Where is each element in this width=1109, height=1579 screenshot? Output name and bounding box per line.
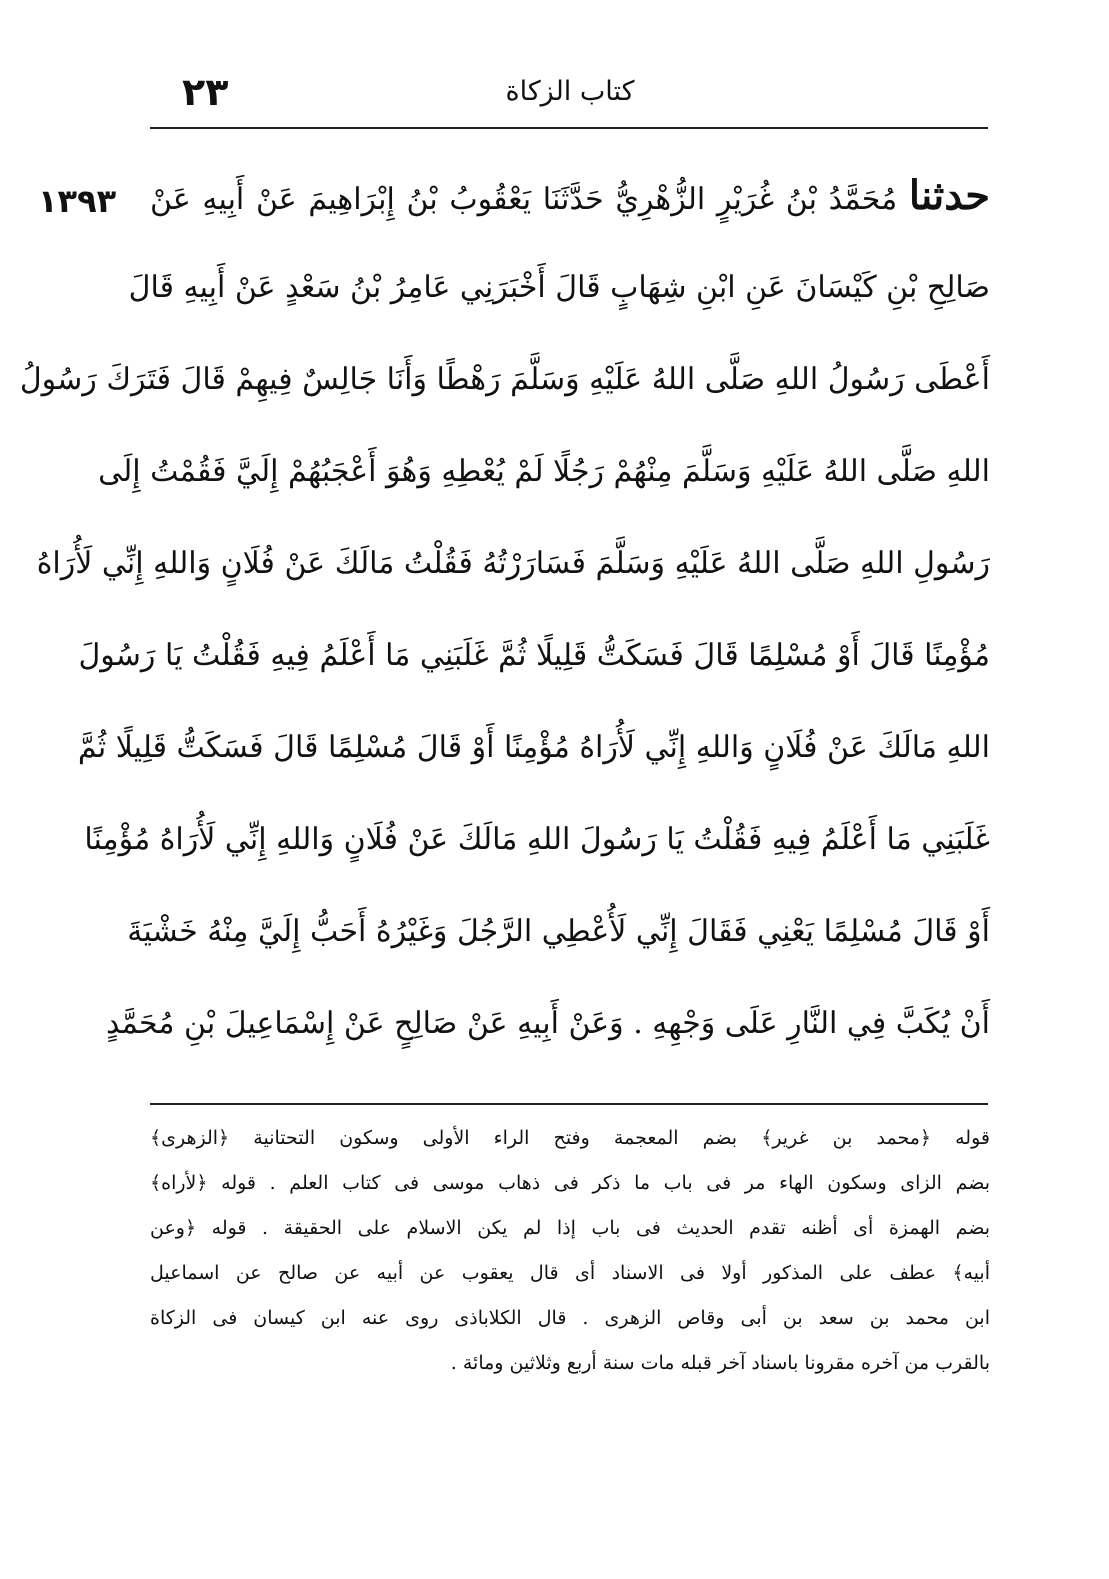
text-line-2: صَالِحِ بْنِ كَيْسَانَ عَنِ ابْنِ شِهَابٍ قَالَ أَخْبَرَنِي عَامِرُ بْنُ سَعْدٍ عَنْ أَبِيهِ قَالَ	[128, 270, 990, 305]
book-title: كتاب الزكاة	[505, 76, 635, 107]
text-line-10: أَنْ يُكَبَّ فِي النَّارِ عَلَى وَجْهِهِ . وَعَنْ أَبِيهِ عَنْ صَالِحٍ عَنْ إِسْمَاعِيلَ بْنِ مُحَمَّدٍ	[105, 1006, 990, 1041]
footnote-line-4: أبيه﴾ عطف على المذكور أولا فى الاسناد أى قال يعقوب عن أبيه عن صالح عن اسماعيل	[150, 1262, 990, 1284]
header-divider	[150, 127, 988, 129]
opening-word: حدثنا	[908, 172, 990, 219]
commentary-footnote	[150, 1116, 990, 1386]
page-header	[150, 66, 990, 126]
text-line-8: غَلَبَنِي مَا أَعْلَمُ فِيهِ فَقُلْتُ يَا رَسُولَ اللهِ مَالَكَ عَنْ فُلَانٍ وَاللهِ إِنِّي لَأُرَاهُ مُؤْمِنًا	[84, 822, 990, 857]
text-line-4: اللهِ صَلَّى اللهُ عَلَيْهِ وَسَلَّمَ مِنْهُمْ رَجُلًا لَمْ يُعْطِهِ وَهُوَ أَعْجَبُهُمْ إِلَيَّ فَقُمْتُ إِلَى	[98, 454, 990, 489]
footnote-line-5: ابن محمد بن سعد بن أبى وقاص الزهرى . قال الكلاباذى روى عنه ابن كيسان فى الزكاة	[150, 1307, 990, 1329]
footnote-line-2: بضم الزاى وسكون الهاء مر فى باب ما ذكر فى ذهاب موسى فى كتاب العلم . قوله ﴿لأراه﴾	[150, 1172, 990, 1194]
footnote-line-3: بضم الهمزة أى أظنه تقدم الحديث فى باب إذا لم يكن الاسلام على الحقيقة . قوله ﴿وعن	[150, 1217, 990, 1239]
footnote-line-6: بالقرب من آخره مقرونا باسناد آخر قبله مات سنة أربع وثلاثين ومائة .	[450, 1352, 990, 1374]
text-line-9: أَوْ قَالَ مُسْلِمًا يَعْنِي فَقَالَ إِنِّي لَأُعْطِي الرَّجُلَ وَغَيْرُهُ أَحَبُّ إِلَيَّ مِنْهُ خَشْيَةَ	[127, 914, 990, 949]
text-line-7: اللهِ مَالَكَ عَنْ فُلَانٍ وَاللهِ إِنِّي لَأُرَاهُ مُؤْمِنًا أَوْ قَالَ مُسْلِمًا قَالَ فَسَكَتُّ قَلِيلًا ثُمَّ	[77, 730, 990, 765]
text-line-6: مُؤْمِنًا قَالَ أَوْ مُسْلِمًا قَالَ فَسَكَتُّ قَلِيلًا ثُمَّ غَلَبَنِي مَا أَعْلَمُ فِيهِ فَقُلْتُ يَا رَسُولَ	[78, 638, 990, 673]
text-line-1-content: مُحَمَّدُ بْنُ غُرَيْرٍ الزُّهْرِيُّ حَدَّثَنَا يَعْقُوبُ بْنُ إِبْرَاهِيمَ عَنْ أَبِيهِ عَنْ	[150, 182, 898, 217]
text-line-5: رَسُولِ اللهِ صَلَّى اللهُ عَلَيْهِ وَسَلَّمَ فَسَارَرْتُهُ فَقُلْتُ مَالَكَ عَنْ فُلَانٍ وَاللهِ إِنِّي لَأُرَاهُ	[36, 546, 990, 581]
footnote-line-1: قوله ﴿محمد بن غرير﴾ بضم المعجمة وفتح الراء الأولى وسكون التحتانية ﴿الزهرى﴾	[150, 1127, 990, 1149]
text-line-1	[150, 150, 990, 242]
page-number: ٢٣	[182, 70, 229, 114]
footnote-divider	[150, 1103, 988, 1105]
text-line-3: أَعْطَى رَسُولُ اللهِ صَلَّى اللهُ عَلَيْهِ وَسَلَّمَ رَهْطًا وَأَنَا جَالِسٌ فِيهِمْ قَالَ فَتَرَكَ رَسُولُ	[19, 362, 990, 397]
hadith-number: ١٣٩٣	[38, 182, 117, 220]
